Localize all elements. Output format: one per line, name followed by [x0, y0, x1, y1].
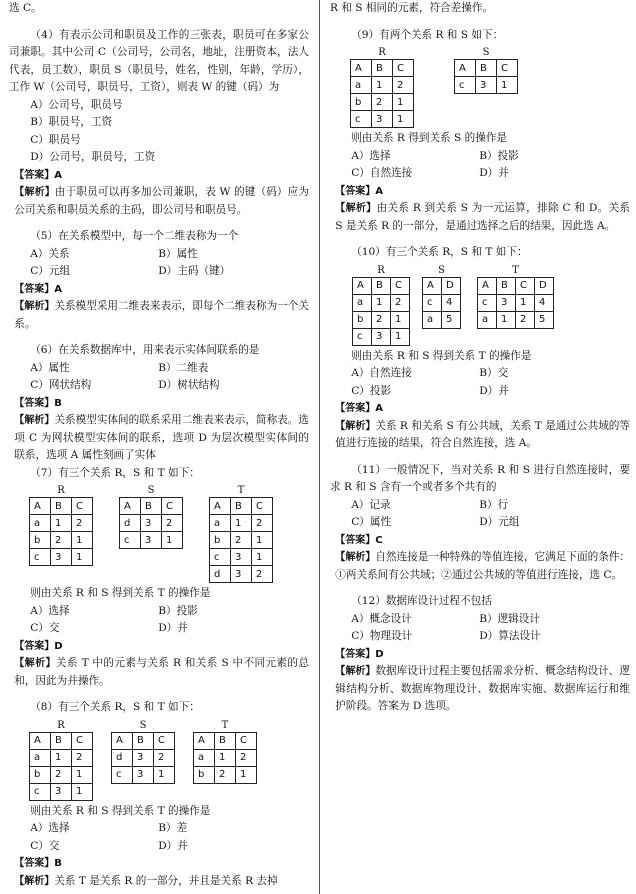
table-cell: D	[442, 277, 461, 294]
table-cell: B	[215, 732, 236, 749]
table-cell: 3	[476, 77, 497, 94]
table-cell: 1	[252, 549, 273, 566]
q7-option-a: A）选择	[30, 604, 70, 617]
q5-options	[9, 246, 309, 281]
table-row	[455, 77, 518, 94]
table-cell: A	[30, 732, 51, 749]
table-row	[478, 311, 554, 328]
table-cell: b	[353, 311, 372, 328]
table-cell: C	[236, 732, 257, 749]
table-cell: 1	[72, 783, 93, 800]
left-column	[9, 0, 309, 890]
question-9	[330, 27, 630, 236]
q4-answer: 【答案】A	[14, 169, 63, 181]
table-cell: 3	[51, 549, 72, 566]
table-row	[30, 549, 93, 566]
table-row	[351, 94, 414, 111]
table-cell: c	[30, 783, 51, 800]
relation-table	[422, 277, 461, 329]
table-header-row	[120, 498, 183, 515]
table-cell: C	[391, 277, 410, 294]
relation-table	[119, 497, 183, 549]
relation-name: S	[482, 47, 490, 58]
q8-option-d: D）并	[158, 839, 188, 852]
table-cell: A	[210, 498, 231, 515]
table-cell: c	[30, 549, 51, 566]
table-header-row	[351, 60, 414, 77]
table-cell: 3	[231, 566, 252, 583]
table-row	[194, 766, 257, 783]
table-cell: c	[120, 532, 141, 549]
relation-r	[350, 46, 414, 128]
q4-option-a: A）公司号，职员号	[30, 98, 123, 111]
question-12	[330, 593, 630, 716]
q11-explanation: 【解析】自然连接是一种特殊的等值连接，它满足下面的条件：①两关系间有公共域；②通过公共域的等值进行连接，选 C。	[335, 551, 631, 581]
q11-stem: （11）一般情况下，当对关系 R 和 S 进行自然连接时，要求 R 和 S 含有一个或者多个共有的	[330, 463, 630, 493]
table-header-row	[112, 732, 175, 749]
q8-stem: （8）有三个关系 R，S 和 T 如下：	[30, 701, 200, 713]
table-cell: 4	[535, 294, 554, 311]
q11-option-b: B）行	[479, 498, 509, 511]
q10-tables	[330, 264, 630, 346]
table-cell: 1	[72, 532, 93, 549]
q6-option-b: B）二维表	[158, 361, 209, 374]
relation-r	[29, 719, 93, 801]
q9-answer: 【答案】A	[335, 185, 384, 197]
table-cell: 2	[236, 749, 257, 766]
table-cell: 1	[372, 77, 393, 94]
table-cell: d	[120, 515, 141, 532]
table-row	[30, 766, 93, 783]
table-cell: 2	[51, 532, 72, 549]
q5-answer: 【答案】A	[14, 283, 63, 295]
table-row	[210, 566, 273, 583]
q4-explanation: 【解析】由于职员可以再多加公司兼职，表 W 的键（码）应为公司关系和职员关系的主码，即公司号和职员号。	[14, 186, 310, 216]
table-cell: C	[72, 732, 93, 749]
q12-options	[330, 611, 630, 646]
relation-table	[454, 59, 518, 94]
table-cell: C	[154, 732, 175, 749]
table-cell: c	[353, 328, 372, 345]
q12-stem: （12）数据库设计过程不包括	[351, 595, 492, 607]
table-row	[478, 294, 554, 311]
q6-option-a: A）属性	[30, 361, 70, 374]
relation-name: T	[512, 264, 519, 276]
q10-option-c: C）投影	[351, 384, 392, 397]
q10-question: 则由关系 R 和 S 得到关系 T 的操作是	[351, 349, 532, 362]
table-cell: A	[112, 732, 133, 749]
table-cell: c	[423, 294, 442, 311]
q9-stem: （9）有两个关系 R 和 S 如下：	[351, 28, 504, 41]
table-cell: a	[423, 311, 442, 328]
table-cell: 2	[51, 766, 72, 783]
table-cell: a	[30, 749, 51, 766]
table-cell: 5	[442, 311, 461, 328]
table-cell: 1	[497, 311, 516, 328]
table-cell: 3	[231, 549, 252, 566]
table-cell: D	[535, 277, 554, 294]
table-cell: A	[120, 498, 141, 515]
q6-explanation: 【解析】关系模型实体间的联系采用二维表来表示，简称表。选项 C 为网状模型实体间的联系，选项 D 为层次模型实体间的联系，选项 A 属性刻画了实体	[14, 414, 310, 461]
table-cell: B	[372, 277, 391, 294]
q10-stem: （10）有三个关系 R，S 和 T 如下：	[351, 246, 528, 258]
q9-question: 则由关系 R 得到关系 S 的操作是	[351, 132, 508, 144]
table-cell: A	[423, 277, 442, 294]
q6-answer: 【答案】B	[14, 397, 62, 409]
q5-option-d: D）主码（键）	[158, 265, 231, 277]
q6-options	[9, 360, 309, 395]
table-cell: B	[497, 277, 516, 294]
question-8	[9, 699, 309, 890]
relation-s	[119, 484, 183, 549]
table-cell: 3	[133, 749, 154, 766]
table-cell: A	[455, 60, 476, 77]
table-cell: 2	[372, 311, 391, 328]
table-row	[30, 783, 93, 800]
table-cell: 1	[51, 515, 72, 532]
relation-t	[209, 484, 273, 583]
table-cell: b	[210, 532, 231, 549]
q7-answer: 【答案】D	[14, 640, 63, 652]
relation-table	[29, 732, 93, 801]
q11-options	[330, 497, 630, 532]
q5-stem: （5）在关系模型中，每一个二维表称为一个	[30, 230, 239, 242]
table-header-row	[353, 277, 410, 294]
table-cell: b	[351, 94, 372, 111]
q12-answer: 【答案】D	[335, 648, 384, 660]
q7-stem: （7）有三个关系 R，S 和 T 如下：	[30, 466, 200, 479]
q9-option-d: D）并	[479, 167, 509, 179]
question-7	[9, 465, 309, 691]
table-cell: a	[210, 515, 231, 532]
table-cell: 1	[372, 294, 391, 311]
q12-explanation: 【解析】数据库设计过程主要包括需求分析、概念结构设计、逻辑结构分析、数据库物理设计、数据库实施、数据库运行和维护阶段。答案为 D 选项。	[335, 665, 631, 712]
table-cell: A	[194, 732, 215, 749]
table-cell: 3	[133, 766, 154, 783]
relation-table	[29, 497, 93, 566]
table-row	[194, 749, 257, 766]
table-row	[120, 532, 183, 549]
table-cell: a	[30, 515, 51, 532]
table-cell: c	[112, 766, 133, 783]
table-row	[210, 515, 273, 532]
q11-option-c: C）属性	[351, 516, 392, 528]
q5-option-a: A）关系	[30, 247, 70, 260]
table-row	[112, 749, 175, 766]
q12-option-d: D）算法设计	[479, 630, 541, 642]
table-header-row	[423, 277, 461, 294]
q9-options	[330, 148, 630, 183]
table-header-row	[194, 732, 257, 749]
q7-question: 则由关系 R 和 S 得到关系 T 的操作是	[30, 587, 211, 599]
table-cell: 4	[442, 294, 461, 311]
relation-table	[350, 59, 414, 128]
intro-text: 选 C。	[9, 2, 42, 14]
relation-name: T	[237, 485, 245, 496]
relation-table	[111, 732, 175, 784]
q12-option-a: A）概念设计	[351, 612, 412, 625]
table-cell: B	[372, 60, 393, 77]
q8-option-c: C）交	[30, 839, 60, 852]
table-cell: C	[252, 498, 273, 515]
table-cell: 1	[215, 749, 236, 766]
q4-options	[9, 97, 309, 167]
table-cell: 2	[391, 294, 410, 311]
relation-name: R	[378, 47, 386, 58]
q11-option-a: A）记录	[351, 498, 391, 511]
table-cell: B	[141, 498, 162, 515]
table-cell: 1	[252, 532, 273, 549]
table-cell: 2	[154, 749, 175, 766]
q7-options	[9, 603, 309, 638]
relation-s	[422, 264, 461, 329]
table-cell: 1	[51, 749, 72, 766]
q8-question: 则由关系 R 和 S 得到关系 T 的操作是	[30, 804, 211, 817]
table-cell: c	[210, 549, 231, 566]
q8-tables	[9, 719, 309, 801]
question-11	[330, 462, 630, 585]
relation-name: S	[438, 264, 445, 276]
q10-option-d: D）并	[479, 384, 509, 397]
table-cell: 2	[393, 77, 414, 94]
relation-table	[352, 277, 410, 346]
table-row	[30, 749, 93, 766]
table-cell: C	[72, 498, 93, 515]
relation-t	[193, 719, 257, 784]
relation-r	[29, 484, 93, 566]
q8-answer: 【答案】B	[14, 858, 62, 869]
table-cell: 1	[162, 532, 183, 549]
table-cell: 2	[252, 515, 273, 532]
table-cell: 1	[231, 515, 252, 532]
table-row	[120, 515, 183, 532]
table-row	[423, 294, 461, 311]
table-row	[112, 766, 175, 783]
table-cell: A	[353, 277, 372, 294]
table-cell: d	[210, 566, 231, 583]
table-cell: 3	[372, 111, 393, 128]
q7-option-c: C）交	[30, 622, 60, 634]
table-row	[210, 549, 273, 566]
q9-option-a: A）选择	[351, 149, 391, 162]
relation-name: S	[139, 719, 147, 731]
q9-explanation: 【解析】由关系 R 到关系 S 为一元运算，排除 C 和 D。关系 S 是关系 R 的一部分，是通过选择之后的结果，因此选 A。	[335, 202, 630, 232]
q8-explanation-continued: R 和 S 相同的元素，符合差操作。	[330, 2, 494, 14]
table-row	[30, 515, 93, 532]
question-10	[330, 244, 630, 453]
table-cell: 1	[154, 766, 175, 783]
table-row	[210, 532, 273, 549]
q7-tables	[9, 484, 309, 583]
table-cell: B	[476, 60, 497, 77]
table-cell: 1	[516, 294, 535, 311]
q6-stem: （6）在关系数据库中，用来表示实体间联系的是	[30, 344, 260, 356]
q5-explanation: 【解析】关系模型采用二维表来表示，即每个二维表称为一个关系。	[14, 300, 310, 330]
column-divider	[319, 0, 320, 894]
table-cell: 1	[72, 549, 93, 566]
table-header-row	[478, 277, 554, 294]
table-row	[353, 311, 410, 328]
table-cell: 2	[215, 766, 236, 783]
relation-name: R	[57, 485, 65, 496]
relation-name: S	[147, 485, 155, 496]
q7-option-b: B）投影	[158, 604, 198, 617]
table-header-row	[455, 60, 518, 77]
table-cell: 3	[141, 532, 162, 549]
q4-option-d: D）公司号，职员号，工资	[30, 151, 156, 163]
table-cell: A	[478, 277, 497, 294]
table-cell: 1	[391, 328, 410, 345]
table-cell: B	[231, 498, 252, 515]
q4-stem: （4）有表示公司和职员及工作的三张表，职员可在多家公司兼职。其中公司 C（公司号，公司名，地址，注册资本，法人代表，员工数），职员 S（职员号，姓名，性别，年龄，学历），工作 W（公司号，职员号，工资），则表 W 的键（码）为	[9, 28, 309, 93]
table-row	[351, 111, 414, 128]
relation-t	[477, 264, 554, 329]
right-column	[330, 0, 630, 716]
q4-option-c: C）职员号	[30, 133, 81, 146]
table-cell: 1	[393, 111, 414, 128]
table-cell: 2	[372, 94, 393, 111]
q12-option-c: C）物理设计	[351, 630, 413, 642]
q4-option-b: B）职员号，工资	[30, 116, 113, 128]
table-cell: 1	[391, 311, 410, 328]
table-cell: A	[30, 498, 51, 515]
q7-explanation: 【解析】关系 T 中的元素与关系 R 和关系 S 中不同元素的总和，因此为并操作。	[14, 657, 309, 687]
q10-explanation: 【解析】关系 R 和关系 S 有公共域，关系 T 是通过公共域的等值进行连接的结果，符合自然连接，选 A。	[335, 419, 630, 449]
table-cell: B	[133, 732, 154, 749]
question-6	[9, 342, 309, 465]
q5-option-c: C）元组	[30, 265, 71, 277]
q5-option-b: B）属性	[158, 247, 198, 260]
q9-tables	[330, 46, 630, 128]
table-row	[353, 328, 410, 345]
table-cell: c	[455, 77, 476, 94]
table-row	[30, 532, 93, 549]
table-row	[351, 77, 414, 94]
table-cell: 2	[162, 515, 183, 532]
table-cell: d	[112, 749, 133, 766]
table-cell: 5	[535, 311, 554, 328]
table-cell: B	[51, 498, 72, 515]
table-cell: 1	[497, 77, 518, 94]
table-cell: 2	[72, 749, 93, 766]
relation-table	[477, 277, 554, 329]
table-cell: C	[393, 60, 414, 77]
table-cell: 1	[72, 766, 93, 783]
q6-option-c: C）网状结构	[30, 379, 92, 391]
table-cell: a	[351, 77, 372, 94]
q10-option-a: A）自然连接	[351, 367, 412, 379]
table-cell: 2	[252, 566, 273, 583]
question-4	[9, 27, 309, 220]
q12-option-b: B）逻辑设计	[479, 612, 540, 625]
relation-name: T	[221, 719, 229, 731]
table-cell: B	[51, 732, 72, 749]
q11-option-d: D）元组	[479, 516, 520, 528]
relation-table	[209, 497, 273, 583]
table-cell: C	[162, 498, 183, 515]
table-cell: a	[353, 294, 372, 311]
q8-explanation: 【解析】关系 T 是关系 R 的一部分，并且是关系 R 去掉	[14, 874, 278, 887]
q9-option-b: B）投影	[479, 149, 519, 162]
q8-options	[9, 820, 309, 855]
table-header-row	[30, 732, 93, 749]
table-cell: A	[351, 60, 372, 77]
table-cell: C	[516, 277, 535, 294]
relation-s	[454, 46, 518, 94]
q9-option-c: C）自然连接	[351, 167, 413, 179]
table-cell: 3	[141, 515, 162, 532]
table-cell: 1	[236, 766, 257, 783]
table-cell: 2	[231, 532, 252, 549]
table-cell: 1	[393, 94, 414, 111]
q8-option-b: B）差	[158, 822, 188, 834]
table-cell: 2	[72, 515, 93, 532]
relation-s	[111, 719, 175, 784]
table-cell: b	[194, 766, 215, 783]
relation-name: R	[377, 264, 385, 276]
q10-answer: 【答案】A	[335, 403, 384, 414]
q10-options	[330, 365, 630, 400]
table-cell: c	[351, 111, 372, 128]
q8-option-a: A）选择	[30, 822, 70, 834]
table-cell: 3	[51, 783, 72, 800]
relation-name: R	[57, 719, 65, 731]
table-cell: b	[30, 532, 51, 549]
table-cell: a	[478, 311, 497, 328]
table-header-row	[30, 498, 93, 515]
table-cell: 3	[372, 328, 391, 345]
q7-option-d: D）并	[158, 622, 188, 634]
relation-table	[193, 732, 257, 784]
table-cell: b	[30, 766, 51, 783]
table-row	[353, 294, 410, 311]
question-5	[9, 228, 309, 333]
q6-option-d: D）树状结构	[158, 379, 220, 391]
table-row	[423, 311, 461, 328]
table-cell: 3	[497, 294, 516, 311]
table-cell: C	[497, 60, 518, 77]
table-cell: c	[478, 294, 497, 311]
q10-option-b: B）交	[479, 367, 509, 379]
q11-answer: 【答案】C	[335, 534, 383, 546]
table-cell: 2	[516, 311, 535, 328]
table-cell: a	[194, 749, 215, 766]
table-header-row	[210, 498, 273, 515]
relation-r	[352, 264, 410, 346]
